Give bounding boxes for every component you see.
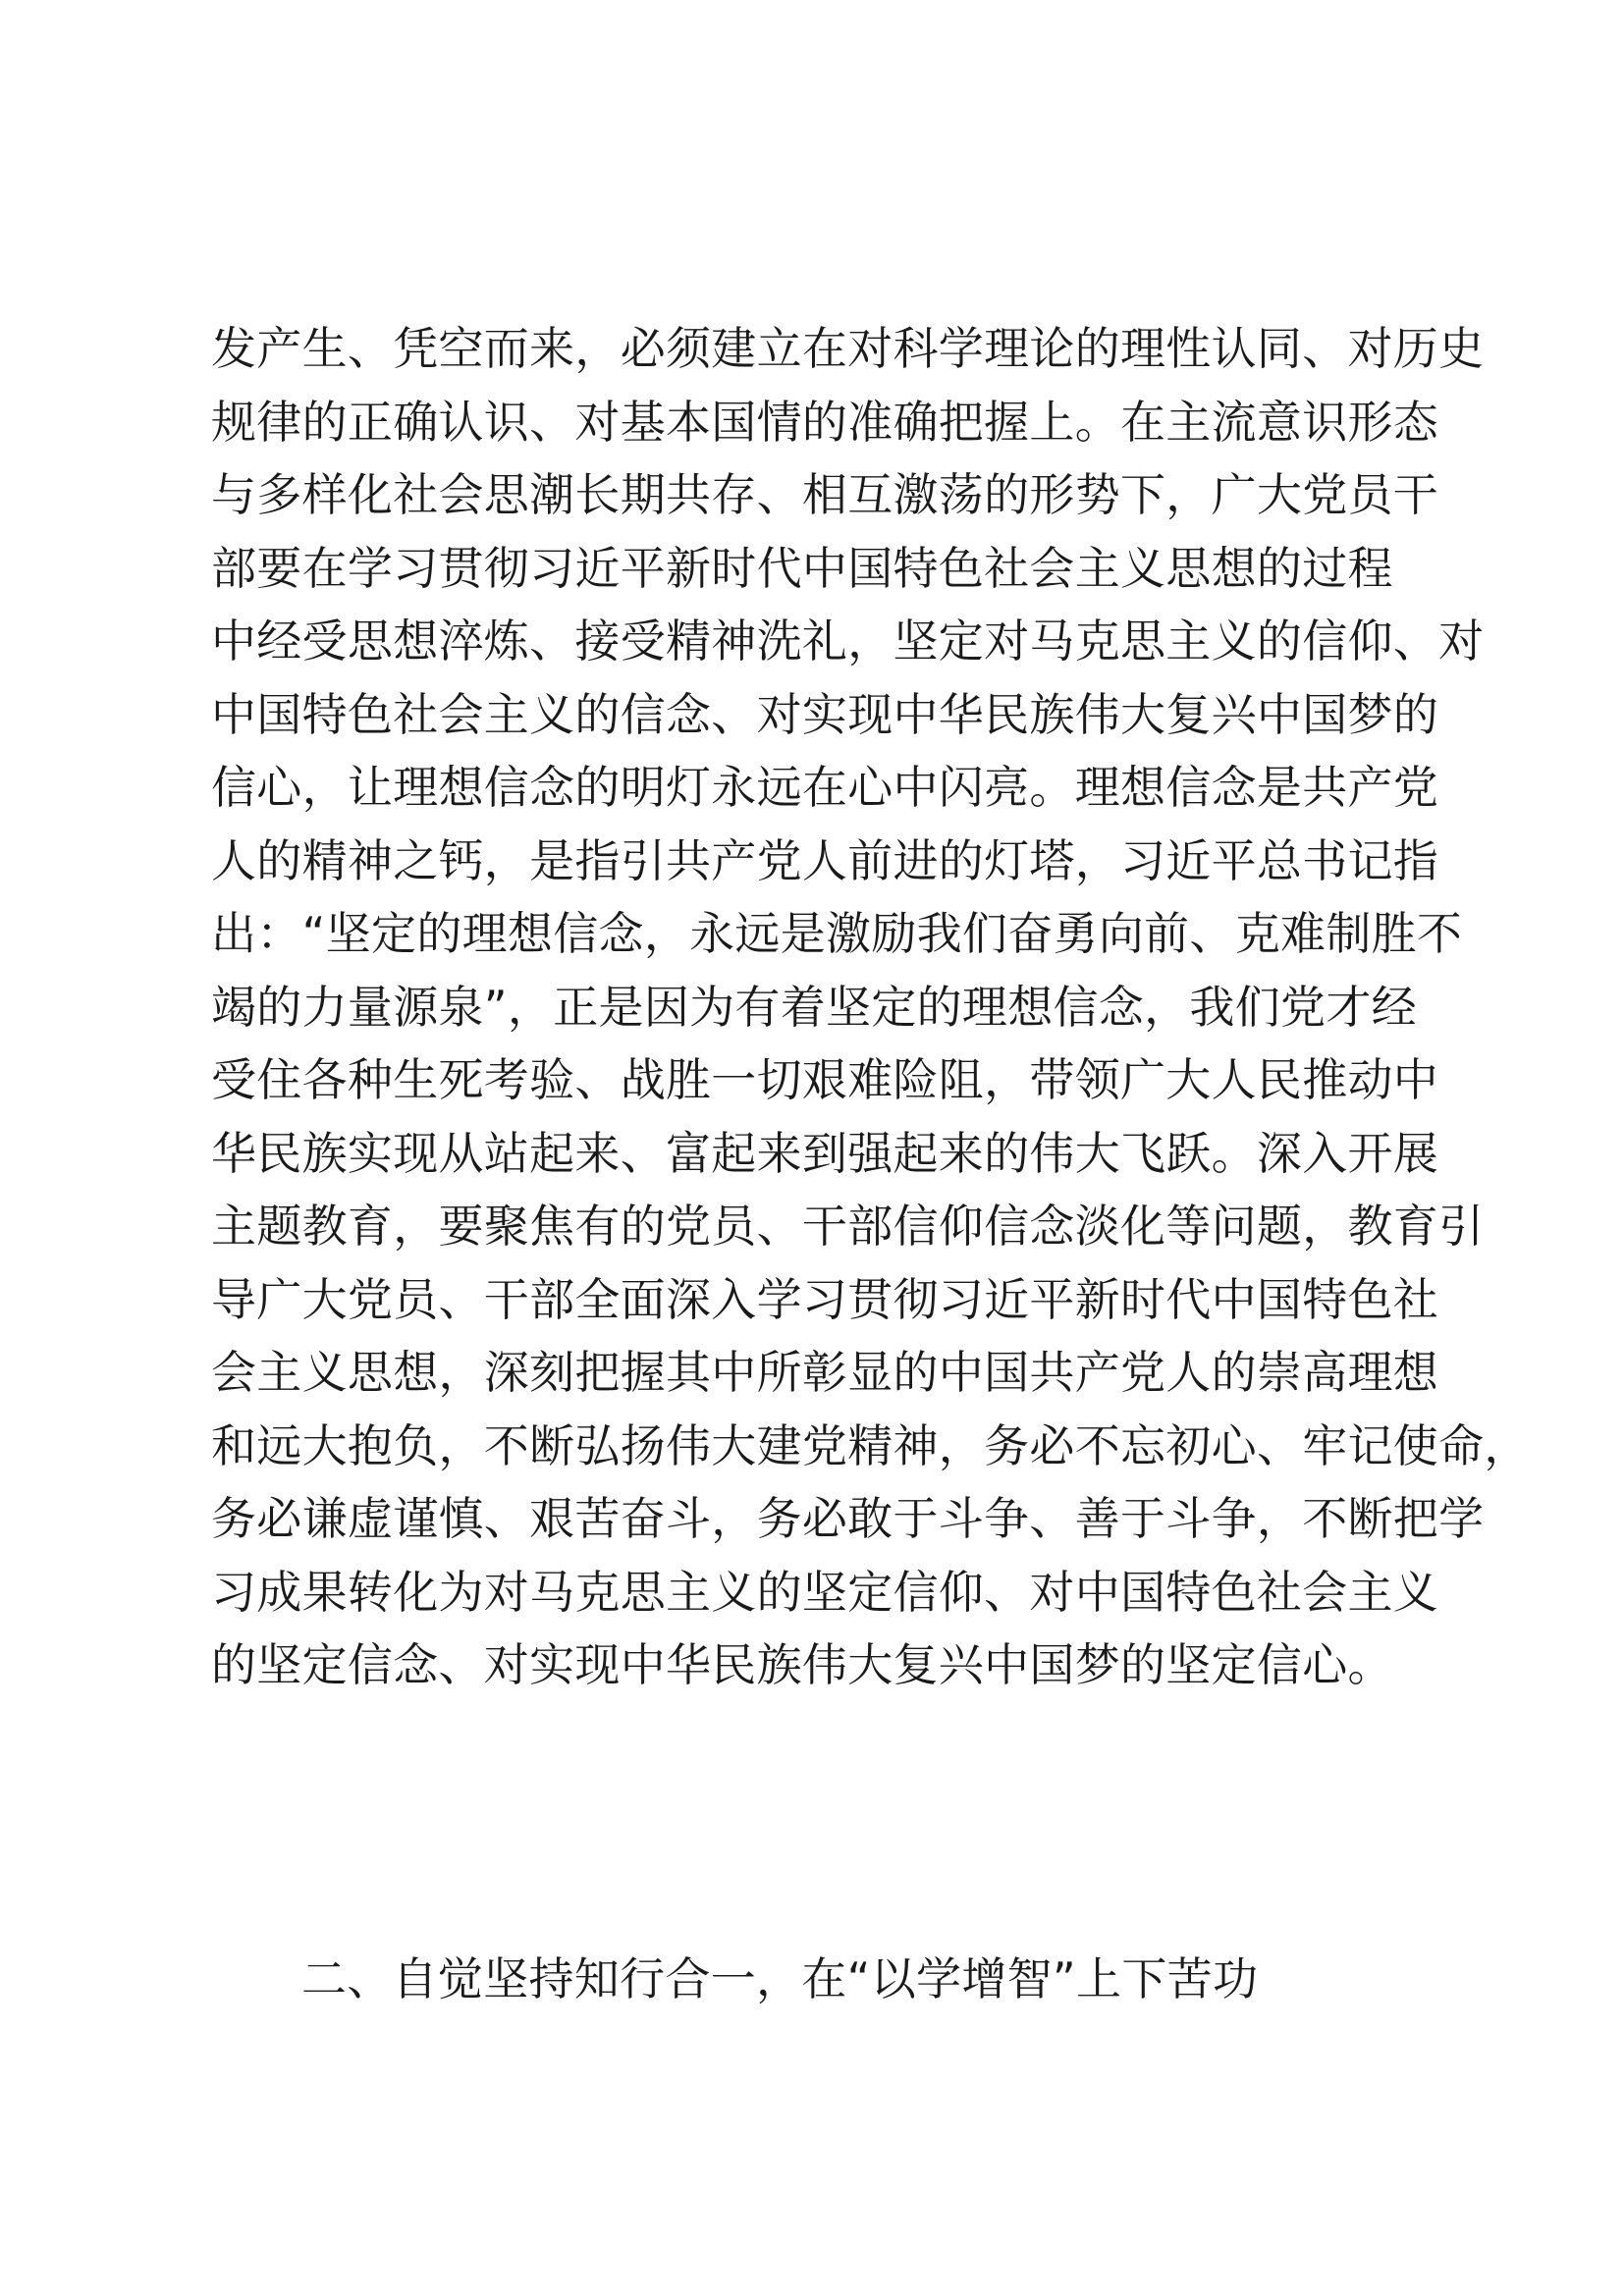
paragraph-line-17: 务必谦虚谨慎、艰苦奋斗，务必敢于斗争、善于斗争，不断把学 xyxy=(211,1492,1485,1545)
paragraph-line-7: 信心，让理想信念的明灯永远在心中闪亮。理想信念是共产党 xyxy=(211,761,1439,814)
body-paragraph xyxy=(211,312,1530,1702)
paragraph-line-3: 与多样化社会思潮长期共存、相互激荡的形势下，广大党员干 xyxy=(211,468,1439,521)
paragraph-line-12: 华民族实现从站起来、富起来到强起来的伟大飞跃。深入开展 xyxy=(211,1126,1439,1180)
paragraph-line-1: 发产生、凭空而来，必须建立在对科学理论的理性认同、对历史 xyxy=(211,322,1485,375)
paragraph-line-19: 的坚定信念、对实现中华民族伟大复兴中国梦的坚定信心。 xyxy=(211,1638,1393,1691)
paragraph-line-6: 中国特色社会主义的信念、对实现中华民族伟大复兴中国梦的 xyxy=(211,687,1439,741)
paragraph-line-15: 会主义思想，深刻把握其中所彰显的中国共产党人的崇高理想 xyxy=(211,1346,1439,1399)
paragraph-line-8: 人的精神之钙，是指引共产党人前进的灯塔，习近平总书记指 xyxy=(211,833,1439,887)
paragraph-line-4: 部要在学习贯彻习近平新时代中国特色社会主义思想的过程 xyxy=(211,541,1393,595)
paragraph-line-10: 竭的力量源泉”，正是因为有着坚定的理想信念，我们党才经 xyxy=(211,980,1417,1034)
paragraph-line-11: 受住各种生死考验、战胜一切艰难险阻，带领广大人民推动中 xyxy=(211,1053,1439,1106)
paragraph-line-14: 导广大党员、干部全面深入学习贯彻习近平新时代中国特色社 xyxy=(211,1272,1439,1326)
section-heading: 二、自觉坚持知行合一，在“以学增智”上下苦功 xyxy=(301,1952,1259,2005)
paragraph-line-2: 规律的正确认识、对基本国情的准确把握上。在主流意识形态 xyxy=(211,395,1439,449)
paragraph-line-5: 中经受思想淬炼、接受精神洗礼，坚定对马克思主义的信仰、对 xyxy=(211,614,1485,667)
paragraph-line-13: 主题教育，要聚焦有的党员、干部信仰信念淡化等问题，教育引 xyxy=(211,1200,1485,1253)
paragraph-line-18: 习成果转化为对马克思主义的坚定信仰、对中国特色社会主义 xyxy=(211,1565,1439,1619)
paragraph-line-9: 出：“坚定的理想信念，永远是激励我们奋勇向前、克难制胜不 xyxy=(211,907,1463,960)
paragraph-line-16: 和远大抱负，不断弘扬伟大建党精神，务必不忘初心、牢记使命， xyxy=(211,1418,1530,1472)
